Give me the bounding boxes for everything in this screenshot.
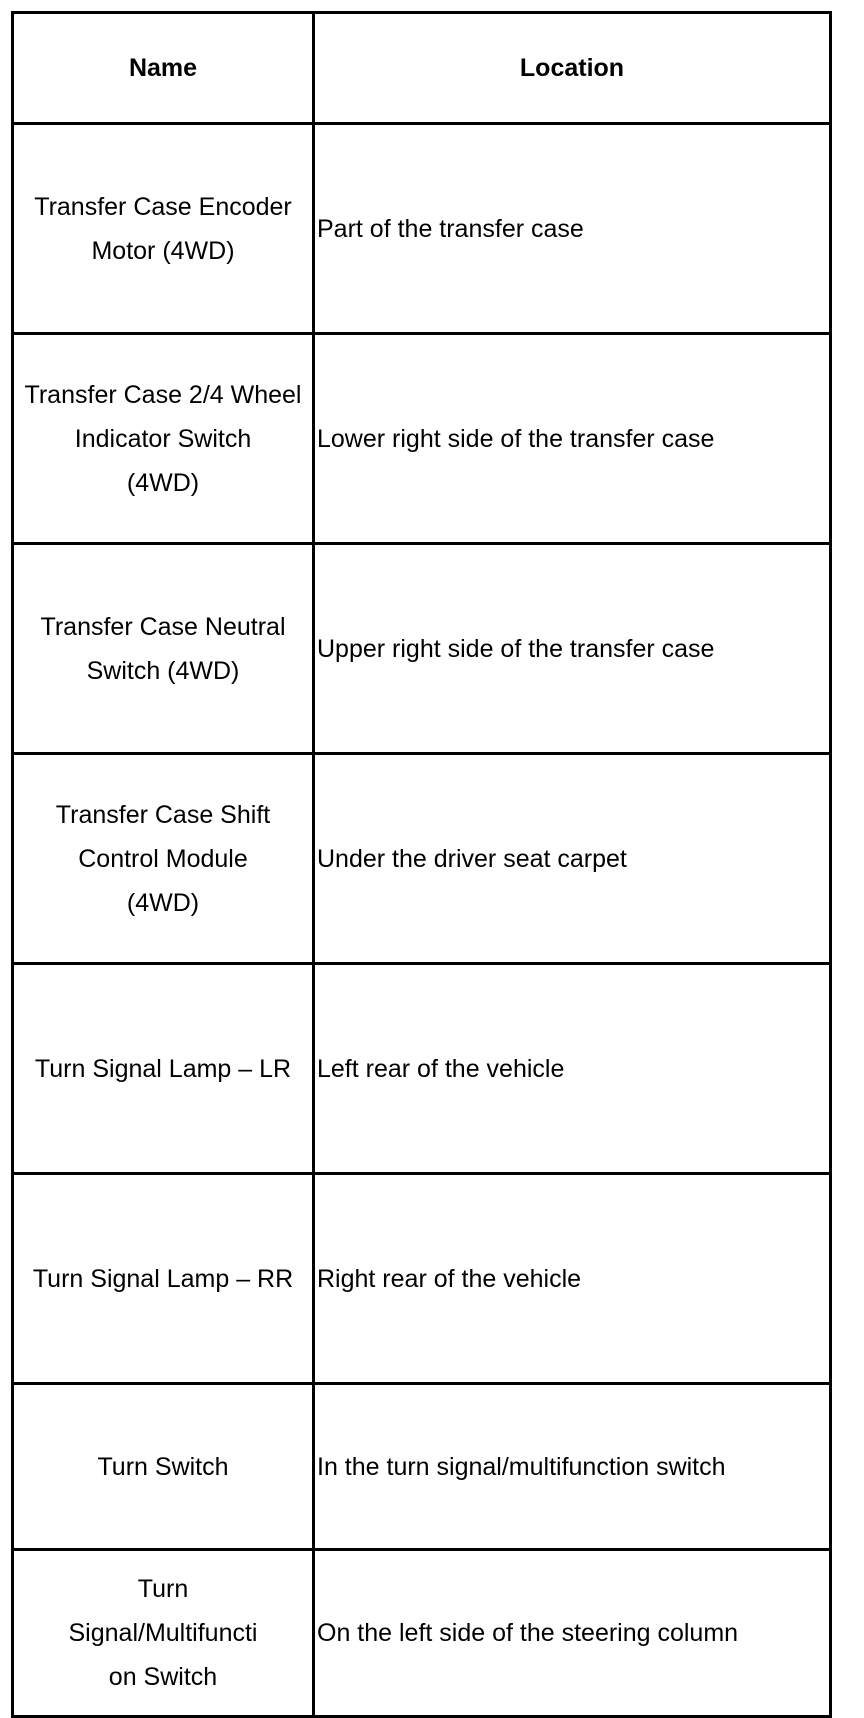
component-location-cell: Upper right side of the transfer case xyxy=(314,544,831,754)
table-header-row xyxy=(13,13,831,124)
component-location-cell: On the left side of the steering column xyxy=(314,1550,831,1717)
component-name-cell xyxy=(13,544,314,754)
component-name-cell xyxy=(13,754,314,964)
component-name-cell xyxy=(13,964,314,1174)
component-name-line: Turn Signal Lamp – RR xyxy=(32,1264,294,1293)
component-name-cell xyxy=(13,1174,314,1384)
component-location-cell: Left rear of the vehicle xyxy=(314,964,831,1174)
component-name-line: Indicator Switch xyxy=(74,424,252,453)
component-location-cell: Right rear of the vehicle xyxy=(314,1174,831,1384)
component-name-line: Turn Switch xyxy=(97,1452,229,1481)
component-location-cell: Part of the transfer case xyxy=(314,124,831,334)
component-name-cell xyxy=(13,334,314,544)
component-name-line: (4WD) xyxy=(126,468,200,497)
component-location-table-wrapper xyxy=(11,11,829,1718)
table-row xyxy=(13,334,831,544)
component-name-line: Transfer Case Shift xyxy=(55,800,271,829)
component-name-line: Switch (4WD) xyxy=(86,656,240,685)
component-name-line: Turn Signal Lamp – LR xyxy=(34,1054,292,1083)
table-row xyxy=(13,1174,831,1384)
table-row xyxy=(13,1550,831,1717)
component-location-cell: Under the driver seat carpet xyxy=(314,754,831,964)
table-row xyxy=(13,964,831,1174)
component-name-line: Transfer Case 2/4 Wheel xyxy=(24,380,302,409)
component-name-line: Motor (4WD) xyxy=(91,236,235,265)
component-location-cell: In the turn signal/multifunction switch xyxy=(314,1384,831,1550)
component-name-line: Signal/Multifuncti xyxy=(68,1619,258,1647)
component-name-line: Control Module xyxy=(78,844,248,873)
component-name-cell xyxy=(13,124,314,334)
table-row xyxy=(13,544,831,754)
table-row xyxy=(13,1384,831,1550)
component-location-cell: Lower right side of the transfer case xyxy=(314,334,831,544)
component-name-cell xyxy=(13,1550,314,1717)
component-name-line: (4WD) xyxy=(126,888,200,917)
component-name-line: Transfer Case Neutral xyxy=(40,612,286,641)
column-header-name: Name xyxy=(13,13,314,124)
table-row xyxy=(13,754,831,964)
component-location-table xyxy=(11,11,832,1718)
table-row xyxy=(13,124,831,334)
component-name-line: on Switch xyxy=(108,1663,218,1691)
component-name-line: Turn xyxy=(137,1575,189,1603)
component-name-line: Transfer Case Encoder xyxy=(34,192,292,221)
component-name-cell xyxy=(13,1384,314,1550)
column-header-location: Location xyxy=(314,13,831,124)
